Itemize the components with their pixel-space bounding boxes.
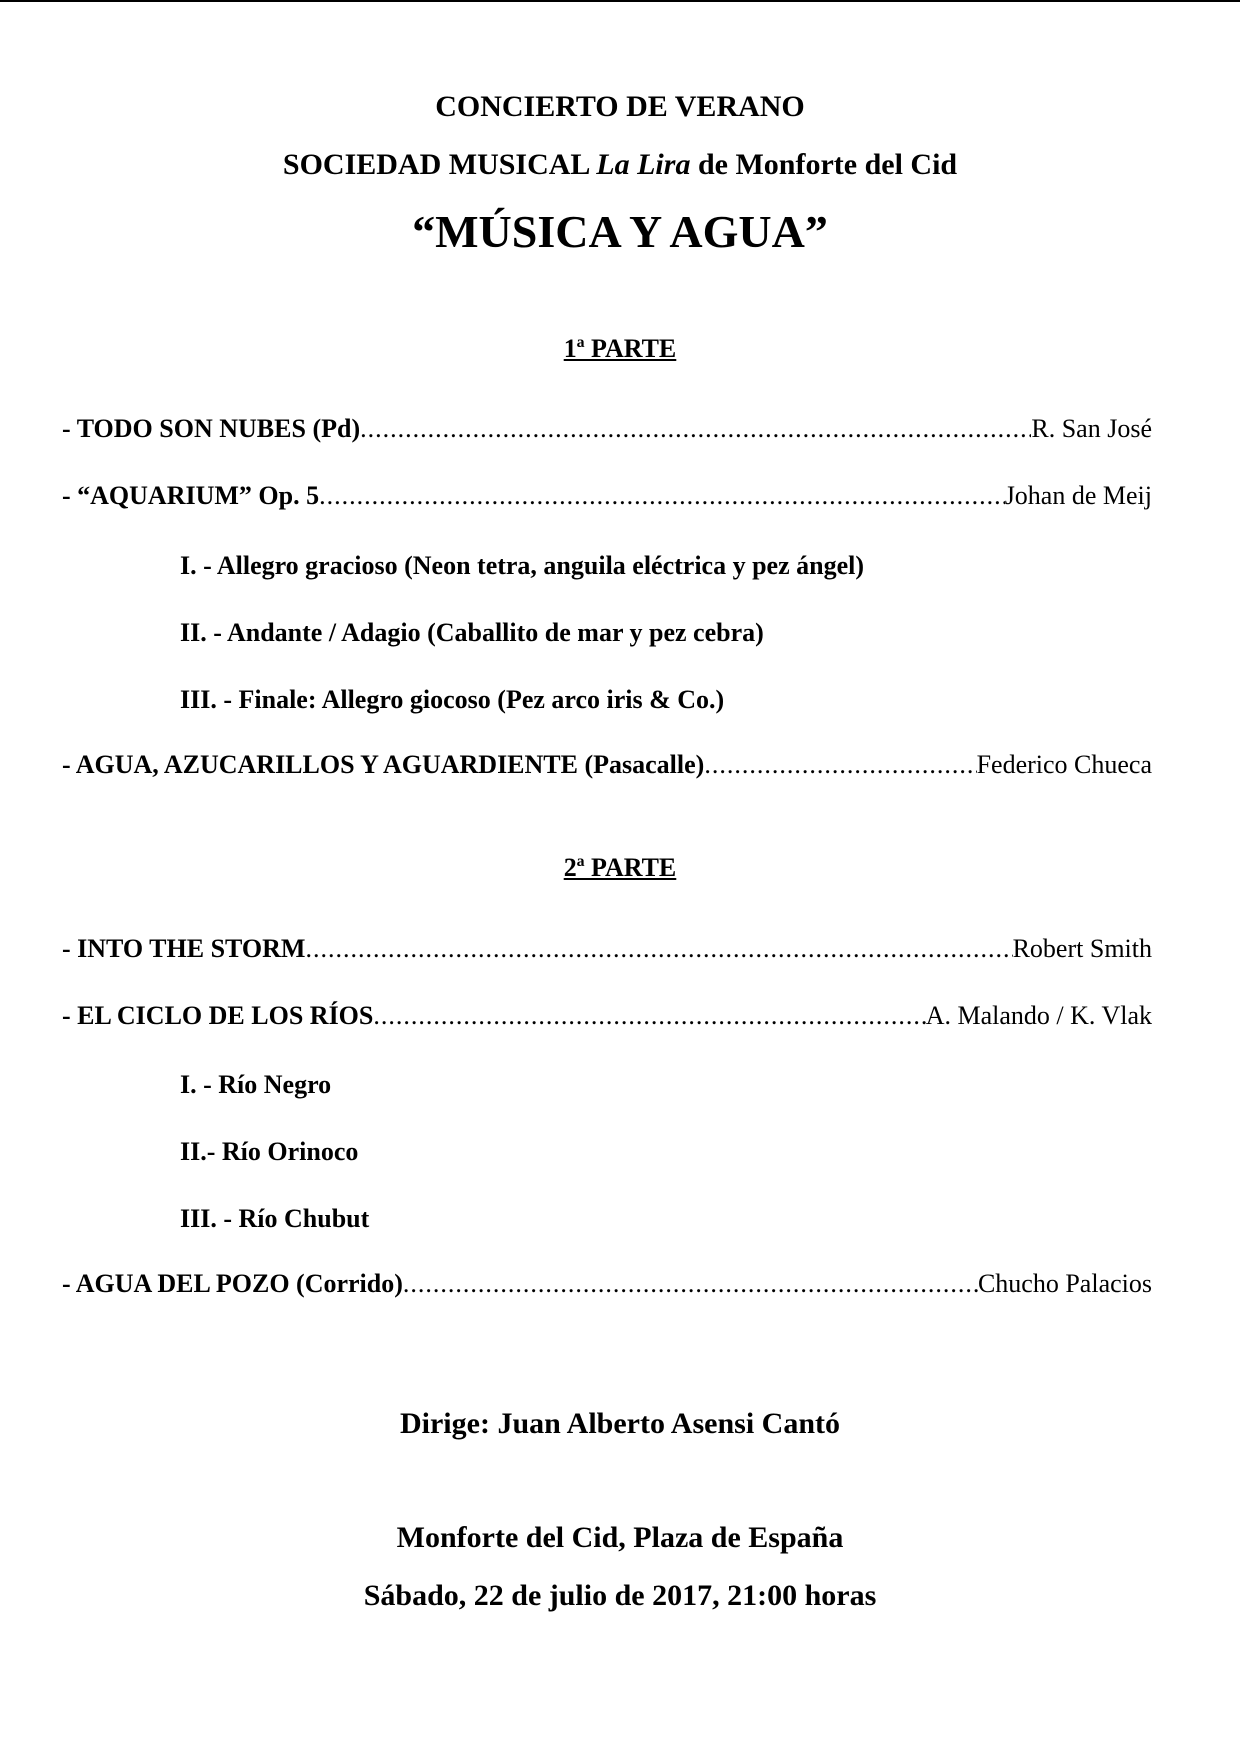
- society-name-prefix: SOCIEDAD MUSICAL: [282, 148, 597, 181]
- movement-item: II. - Andante / Adagio (Caballito de mar y pez cebra): [180, 618, 764, 647]
- dot-leader: [704, 750, 976, 780]
- dot-leader: [319, 481, 1005, 511]
- dot-leader: [360, 414, 1031, 444]
- society-name-suffix: de Monforte del Cid: [690, 148, 958, 181]
- piece-composer: A. Malando / K. Vlak: [925, 1001, 1152, 1030]
- society-name-italic: La Lira: [596, 148, 691, 181]
- piece-title: - EL CICLO DE LOS RÍOS: [62, 1001, 374, 1030]
- movement-item: I. - Allegro gracioso (Neon tetra, anguila eléctrica y pez ángel): [180, 551, 865, 580]
- piece-title: - AGUA, AZUCARILLOS Y AGUARDIENTE (Pasacalle): [62, 750, 705, 779]
- dot-leader: [373, 1001, 925, 1031]
- piece-title: - TODO SON NUBES (Pd): [62, 414, 361, 443]
- concert-title: “MÚSICA Y AGUA”: [412, 206, 828, 257]
- dot-leader: [403, 1269, 978, 1299]
- piece-composer: Robert Smith: [1012, 934, 1152, 963]
- program-item: [62, 481, 1152, 517]
- movement-item: I. - Río Negro: [180, 1070, 332, 1099]
- program-item: [62, 750, 1152, 786]
- program-item: [62, 414, 1152, 450]
- date-time-line: Sábado, 22 de julio de 2017, 21:00 horas: [363, 1579, 877, 1612]
- concert-heading: CONCIERTO DE VERANO: [435, 90, 805, 123]
- top-border-line: [0, 0, 1240, 2]
- venue-line: Monforte del Cid, Plaza de España: [396, 1521, 844, 1554]
- movement-item: III. - Finale: Allegro giocoso (Pez arco iris & Co.): [180, 685, 725, 714]
- conductor-line: Dirige: Juan Alberto Asensi Cantó: [399, 1407, 840, 1440]
- piece-composer: Federico Chueca: [976, 750, 1152, 779]
- society-heading: [0, 148, 1240, 182]
- part2-heading: 2ª PARTE: [563, 853, 677, 882]
- piece-title: - “AQUARIUM” Op. 5: [62, 481, 320, 510]
- piece-composer: Johan de Meij: [1004, 481, 1152, 510]
- program-item: [62, 934, 1152, 970]
- piece-composer: R. San José: [1031, 414, 1152, 443]
- movement-item: III. - Río Chubut: [180, 1204, 370, 1233]
- part1-heading: 1ª PARTE: [563, 334, 677, 363]
- piece-title: - AGUA DEL POZO (Corrido): [62, 1269, 403, 1298]
- program-item: [62, 1269, 1152, 1305]
- piece-title: - INTO THE STORM: [62, 934, 306, 963]
- movement-item: II.- Río Orinoco: [180, 1137, 359, 1166]
- dot-leader: [305, 934, 1012, 964]
- program-item: [62, 1001, 1152, 1037]
- piece-composer: Chucho Palacios: [977, 1269, 1152, 1298]
